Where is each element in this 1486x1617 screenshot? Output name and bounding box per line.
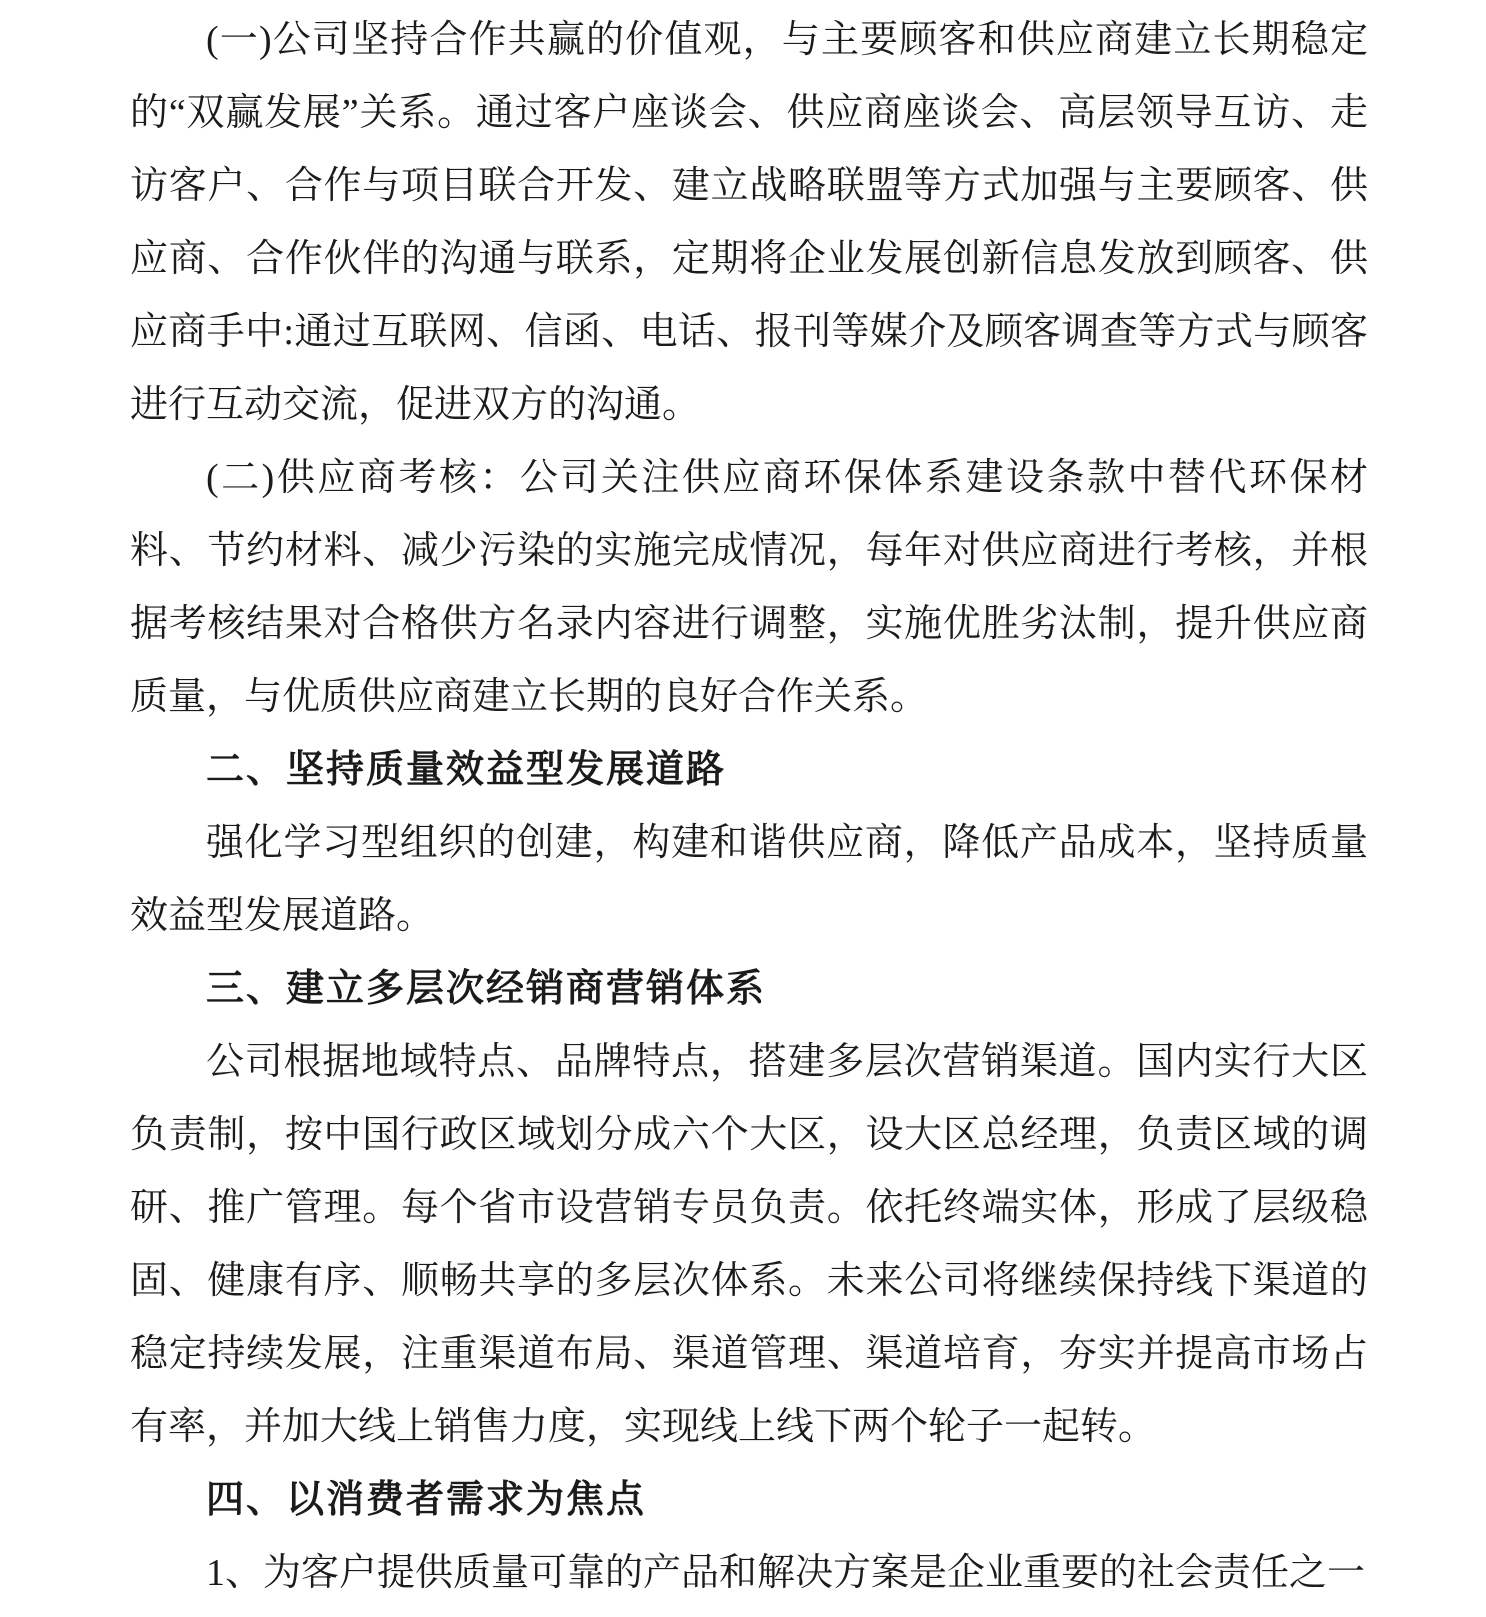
section-heading-3-distributor-marketing: 三、建立多层次经销商营销体系 xyxy=(206,968,767,1010)
paragraph-reliable-products: 1、为客户提供质量可靠的产品和解决方案是企业重要的社会责任之一 xyxy=(206,1552,1366,1594)
paragraph-marketing-channels: 公司根据地域特点、品牌特点，搭建多层次营销渠道。国内实行大区负责制，按中国行政区域划分成六个大区，设大区总经理，负责区域的调研、推广管理。每个省市设营销专员负责。依托终端实体，形成了层级稳固、健康有序、顺畅共享的多层次体系。未来公司将继续保持线下渠道的稳定持续发展，注重渠道布局、渠道管理、渠道培育，夯实并提高市场占有率，并加大线上销售力度，实现线上线下两个轮子一起转。 xyxy=(130,1041,1368,1448)
paragraph-supplier-assessment: (二)供应商考核：公司关注供应商环保体系建设条款中替代环保材料、节约材料、减少污染的实施完成情况，每年对供应商进行考核，并根据考核结果对合格供方名录内容进行调整，实施优胜劣汰制，提升供应商质量，与优质供应商建立长期的良好合作关系。 xyxy=(130,457,1368,718)
paragraph-learning-organization: 强化学习型组织的创建，构建和谐供应商，降低产品成本，坚持质量效益型发展道路。 xyxy=(130,822,1368,937)
section-heading-4-consumer-demand: 四、以消费者需求为焦点 xyxy=(206,1479,647,1521)
section-heading-2-quality-benefit: 二、坚持质量效益型发展道路 xyxy=(206,749,727,791)
paragraph-cooperation-winwin: (一)公司坚持合作共赢的价值观，与主要顾客和供应商建立长期稳定的“双赢发展”关系。通过客户座谈会、供应商座谈会、高层领导互访、走访客户、合作与项目联合开发、建立战略联盟等方式加强与主要顾客、供应商、合作伙伴的沟通与联系，定期将企业发展创新信息发放到顾客、供应商手中:通过互联网、信函、电话、报刊等媒介及顾客调查等方式与顾客进行互动交流，促进双方的沟通。 xyxy=(130,19,1368,426)
